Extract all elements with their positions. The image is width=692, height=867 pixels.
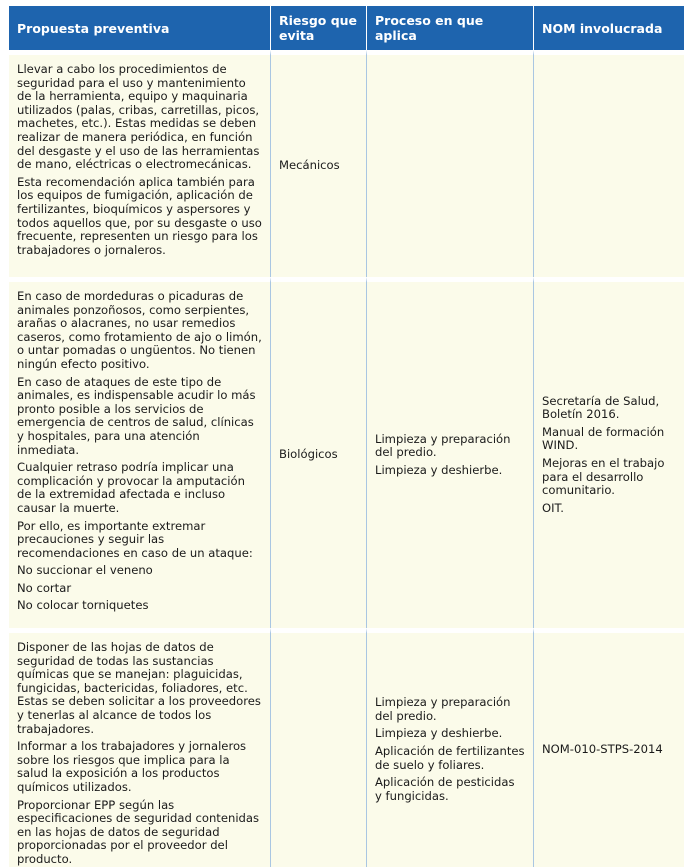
cell-proceso bbox=[366, 50, 533, 277]
paragraph: Esta recomendación aplica también para los equipos de fumigación, aplicación de fertilizantes, bioquímicos y aspersores y todos aquellos que, por su desgaste o uso frecuente, representen un riesgo para los trabajadores o jornaleros. bbox=[17, 174, 262, 257]
prevention-table bbox=[9, 6, 684, 867]
table-row bbox=[9, 277, 684, 628]
cell-propuesta bbox=[9, 50, 270, 277]
paragraph: Cualquier retraso podría implicar una complicación y provocar la amputación de la extremidad afectada e incluso causar la muerte. bbox=[17, 460, 245, 515]
paragraph: Limpieza y preparación del predio. bbox=[375, 695, 511, 723]
paragraph: No colocar torniquetes bbox=[17, 598, 149, 613]
paragraph: NOM-010-STPS-2014 bbox=[542, 741, 663, 756]
header-row bbox=[9, 6, 684, 50]
paragraph: Secretaría de Salud, Boletín 2016. bbox=[542, 393, 660, 422]
paragraph: Disponer de las hojas de datos de seguridad de todas las sustancias químicas que se manejan: plaguicidas, fungicidas, bactericidas, foliadores, etc. Estas se deben solicitar a los proveedores y tenerlas al alcance de todos los trabajadores. bbox=[17, 640, 261, 736]
paragraph: Mejoras en el trabajo para el desarrollo comunitario. bbox=[542, 456, 665, 498]
cell-propuesta bbox=[9, 628, 270, 867]
table-row bbox=[9, 628, 684, 867]
paragraph: Llevar a cabo los procedimientos de seguridad para el uso y mantenimiento de la herramienta, equipo y maquinaria utilizados (palas, cribas, carretillas, picos, machetes, etc.). Estas medidas se deben realizar de manera periódica, en función del desgaste y el uso de las herramientas de mano, eléctricas o electromecánicas. bbox=[17, 62, 260, 172]
paragraph: Aplicación de pesticidas y fungicidas. bbox=[375, 775, 515, 803]
paragraph: Limpieza y preparación del predio. bbox=[375, 431, 511, 460]
paragraph: OIT. bbox=[542, 500, 564, 515]
cell-nom bbox=[533, 50, 684, 277]
cell-nom bbox=[533, 277, 684, 628]
header-proceso: Proceso en que aplica bbox=[366, 6, 533, 50]
paragraph: No succionar el veneno bbox=[17, 563, 153, 578]
cell-proceso bbox=[366, 628, 533, 867]
paragraph: Limpieza y deshierbe. bbox=[375, 462, 503, 477]
paragraph: Limpieza y deshierbe. bbox=[375, 726, 503, 741]
header-nom: NOM involucrada bbox=[533, 6, 684, 50]
paragraph: Informar a los trabajadores y jornaleros sobre los riesgos que implica para la salud la exposición a los productos químicos utilizados. bbox=[17, 739, 247, 794]
cell-propuesta bbox=[9, 277, 270, 628]
paragraph: En caso de mordeduras o picaduras de animales ponzoñosos, como serpientes, arañas o alacranes, no usar remedios caseros, como frotamiento de ajo o limón, o untar pomadas o ungüentos. No tienen ningún efecto positivo. bbox=[17, 289, 262, 371]
cell-riesgo bbox=[270, 628, 366, 867]
header-propuesta: Propuesta preventiva bbox=[9, 6, 270, 50]
cell-riesgo: Mecánicos bbox=[270, 50, 366, 277]
paragraph: Manual de formación WIND. bbox=[542, 424, 665, 453]
cell-riesgo: Biológicos bbox=[270, 277, 366, 628]
paragraph: Aplicación de fertilizantes de suelo y foliares. bbox=[375, 743, 525, 772]
header-riesgo: Riesgo que evita bbox=[270, 6, 366, 50]
paragraph: No cortar bbox=[17, 580, 72, 595]
table-row bbox=[9, 50, 684, 277]
cell-nom bbox=[533, 628, 684, 867]
paragraph: En caso de ataques de este tipo de animales, es indispensable acudir lo más pronto posible a los servicios de emergencia de centros de salud, clínicas y hospitales, para una atención inmediata. bbox=[17, 374, 256, 457]
paragraph: Proporcionar EPP según las especificaciones de seguridad contenidas en las hojas de datos de seguridad proporcionadas por el proveedor del producto. bbox=[17, 797, 260, 866]
paragraph: Por ello, es importante extremar precauciones y seguir las recomendaciones en caso de un ataque: bbox=[17, 518, 253, 560]
cell-proceso bbox=[366, 277, 533, 628]
